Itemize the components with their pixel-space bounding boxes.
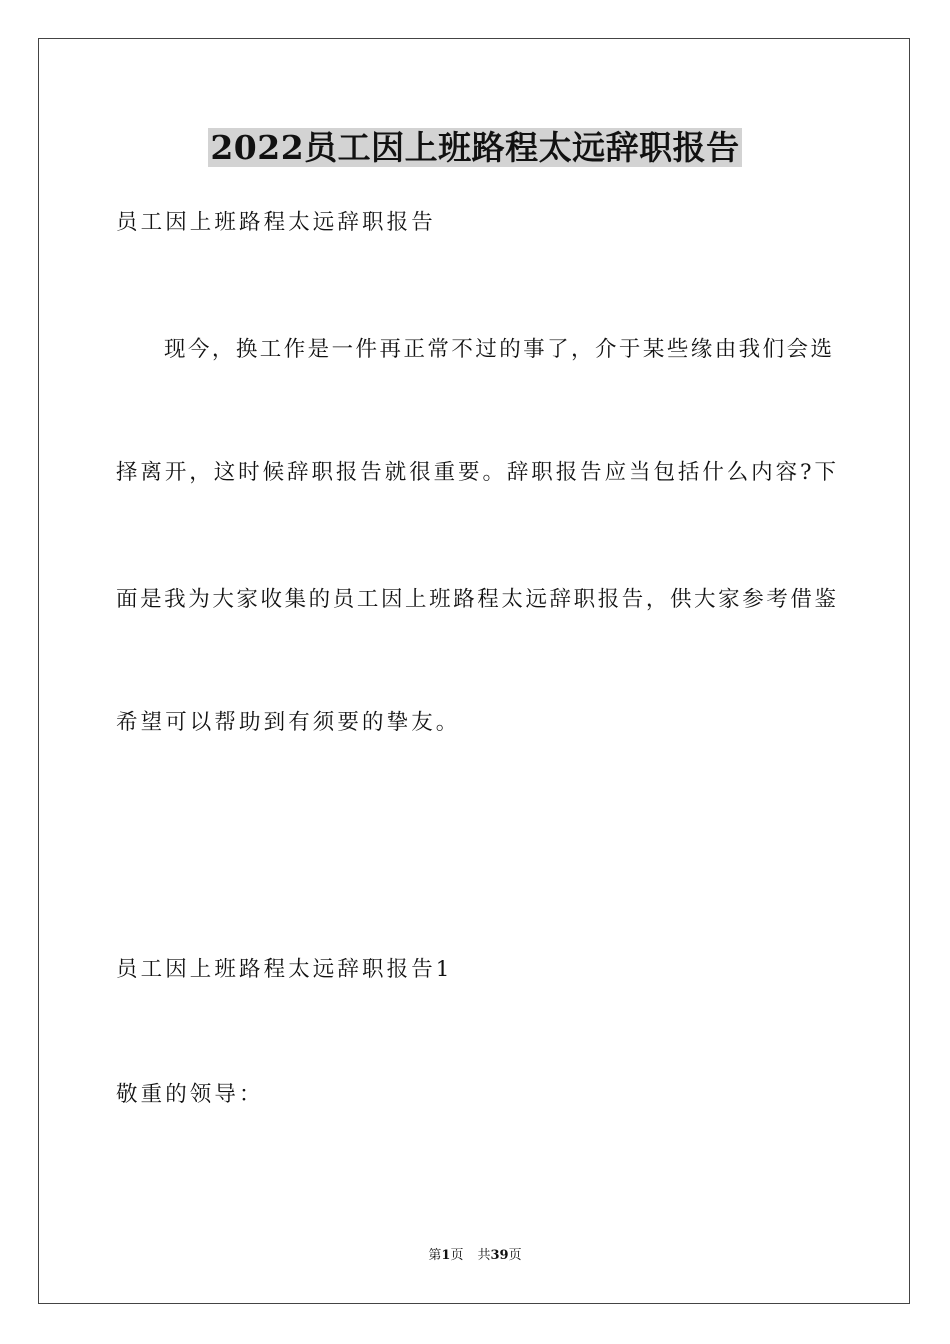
intro-paragraph-line: 现今，换工作是一件再正常不过的事了，介于某些缘由我们会选: [164, 337, 832, 362]
document-title-text: 2022员工因上班路程太远辞职报告: [210, 128, 740, 167]
intro-paragraph-line: 择离开，这时候辞职报告就很重要。辞职报告应当包括什么内容?下: [116, 460, 836, 485]
total-pages: 39: [490, 1248, 509, 1263]
total-prefix: 共: [477, 1248, 491, 1263]
salutation: 敬重的领导：: [116, 1082, 264, 1107]
section-heading: 员工因上班路程太远辞职报告1: [116, 957, 453, 982]
page-number: 1: [441, 1248, 451, 1263]
page-prefix: 第: [428, 1248, 442, 1263]
intro-paragraph-line: 面是我为大家收集的员工因上班路程太远辞职报告，供大家参考借鉴: [116, 587, 836, 612]
document-title: [0, 126, 950, 170]
page-suffix: 页: [450, 1248, 464, 1263]
page-footer: [0, 1247, 950, 1265]
total-suffix: 页: [508, 1248, 522, 1263]
document-subtitle: 员工因上班路程太远辞职报告: [116, 210, 436, 235]
intro-paragraph-line: 希望可以帮助到有须要的挚友。: [116, 710, 461, 735]
